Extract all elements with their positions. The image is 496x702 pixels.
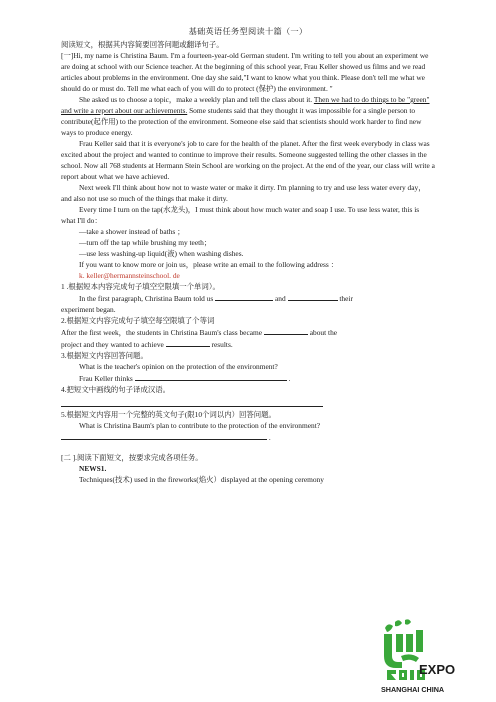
answer-blank[interactable]: [166, 338, 210, 347]
document-body: [61, 39, 435, 485]
list-item: —use less washing-up liquid(液) when washing dishes.: [79, 249, 244, 258]
news-line: Techniques(技术) used in the fireworks(焰火）displayed at the opening ceremony: [79, 475, 324, 484]
question-2-cont: [61, 338, 435, 350]
list-item: —turn off the tap while brushing my teeth；: [79, 238, 212, 247]
question-1-heading: 1 .根据短本内容完成句子填空空限填一个单词）。: [61, 282, 220, 291]
expo-logo-graphic: [381, 618, 456, 696]
passage-paragraph-6: If you want to know more or join us，please write an email to the following address ：: [79, 260, 339, 269]
question-1-end: experiment began.: [61, 305, 116, 314]
q1-text: In the first paragraph, Christina Baum told us: [79, 294, 214, 303]
list-item: —take a shower instead of baths ；: [79, 227, 185, 236]
q5-text: .: [268, 433, 271, 442]
q2-text: about the: [309, 328, 338, 337]
question-2-heading: 2.根据短文内容完成句子填空每空限填了个等词: [61, 316, 215, 325]
question-3-text: What is the teacher's opinion on the protection of the environment?: [79, 362, 278, 371]
passage-paragraph-4: Next week I'll think about how not to waste water or make it dirty. I'm planning to try and use less water every day，and also not use so much of the things that make it dirty.: [61, 183, 426, 203]
q2-text: results.: [211, 340, 233, 349]
passage-paragraph-2: [61, 94, 435, 138]
question-3-answer: [61, 372, 435, 384]
question-2: [61, 326, 435, 338]
q2-text: project and they wanted to achieve: [61, 340, 164, 349]
p2-text: She asked us to choose a topic，make a weekly plan and tell the class about it.: [79, 95, 314, 104]
q1-text: and: [274, 294, 286, 303]
instruction: 阅读短文，根据其内容简要回答问题或翻译句子。: [61, 40, 224, 49]
answer-blank[interactable]: [215, 292, 273, 301]
email-address: k. keller@hermannsteinschool. de: [79, 271, 180, 280]
passage-paragraph-5: Every time I turn on the tap(水龙头)，I must think about how much water and soap I use. To use less water, this is what I'll do：: [61, 205, 420, 225]
spacer: [61, 443, 435, 452]
passage-paragraph-1: [一]Hi, my name is Christina Baum. I'm a fourteen-year-old German student. I'm writing to tell you about an experiment we are doing at school with our Science teacher. At the beginning of this school year, Frau Keller showed us films and we read articles about problems in the environment. One day she said,"I want to know what you think. Please don't tell me what we should do or must do. Tell me what each of you will do to protect (保护) the environment. ": [61, 51, 429, 93]
underlined-sentence: Then we had to do things to be "green" and write a report about our achievements.: [61, 95, 430, 115]
question-4-heading: 4.把短文中画线的句子译成汉语。: [61, 385, 171, 394]
answer-line[interactable]: [61, 397, 323, 407]
q2-text: After the first week，the students in Christina Baum's class became: [61, 328, 263, 337]
answer-blank[interactable]: [264, 326, 308, 335]
p2-text-rest: Some students said that they thought it was impossible for a single person to contribute(起作用) to the protection of the environment. Someone else said that scientists should work harder to find new ways to produce energy.: [61, 106, 422, 137]
question-5-answer: [61, 431, 435, 443]
q3-text: .: [288, 374, 291, 383]
question-5-text: What is Christina Baum's plan to contribute to the protection of the environment?: [79, 421, 321, 430]
question-1: [61, 292, 435, 304]
question-3-heading: 3.根据短文内容回答问题。: [61, 351, 148, 360]
q1-text: their: [339, 294, 353, 303]
expo-2010-logo: [381, 618, 456, 696]
shanghai-china-text: SHANGHAI CHINA: [381, 685, 445, 694]
q3-text: Frau Keller thinks: [79, 374, 133, 383]
expo-word: EXPO: [419, 662, 456, 677]
section-2-heading: [二 ].阅读下面短文，按要求完成各项任务。: [61, 453, 203, 462]
passage-paragraph-3: Frau Keller said that it is everyone's job to care for the health of the planet. After the first week everybody in class was excited about the project and wanted to continue to improve their results. Someone suggested telling the other classes in the school. Now all 768 students at Hermann Stein School are working on the project. At the end of the year, our class will write a report about what we have achieved.: [61, 139, 435, 181]
answer-blank[interactable]: [61, 431, 267, 440]
answer-blank[interactable]: [288, 292, 338, 301]
question-5-heading: 5.根据短文内容用一个完整的英文句子(限10个词以内）回答问题。: [61, 410, 276, 419]
news-label: NEWS1.: [79, 464, 107, 473]
answer-blank[interactable]: [135, 372, 287, 381]
page-title: 基础英语任务型阅读十篇（一）: [188, 27, 308, 36]
